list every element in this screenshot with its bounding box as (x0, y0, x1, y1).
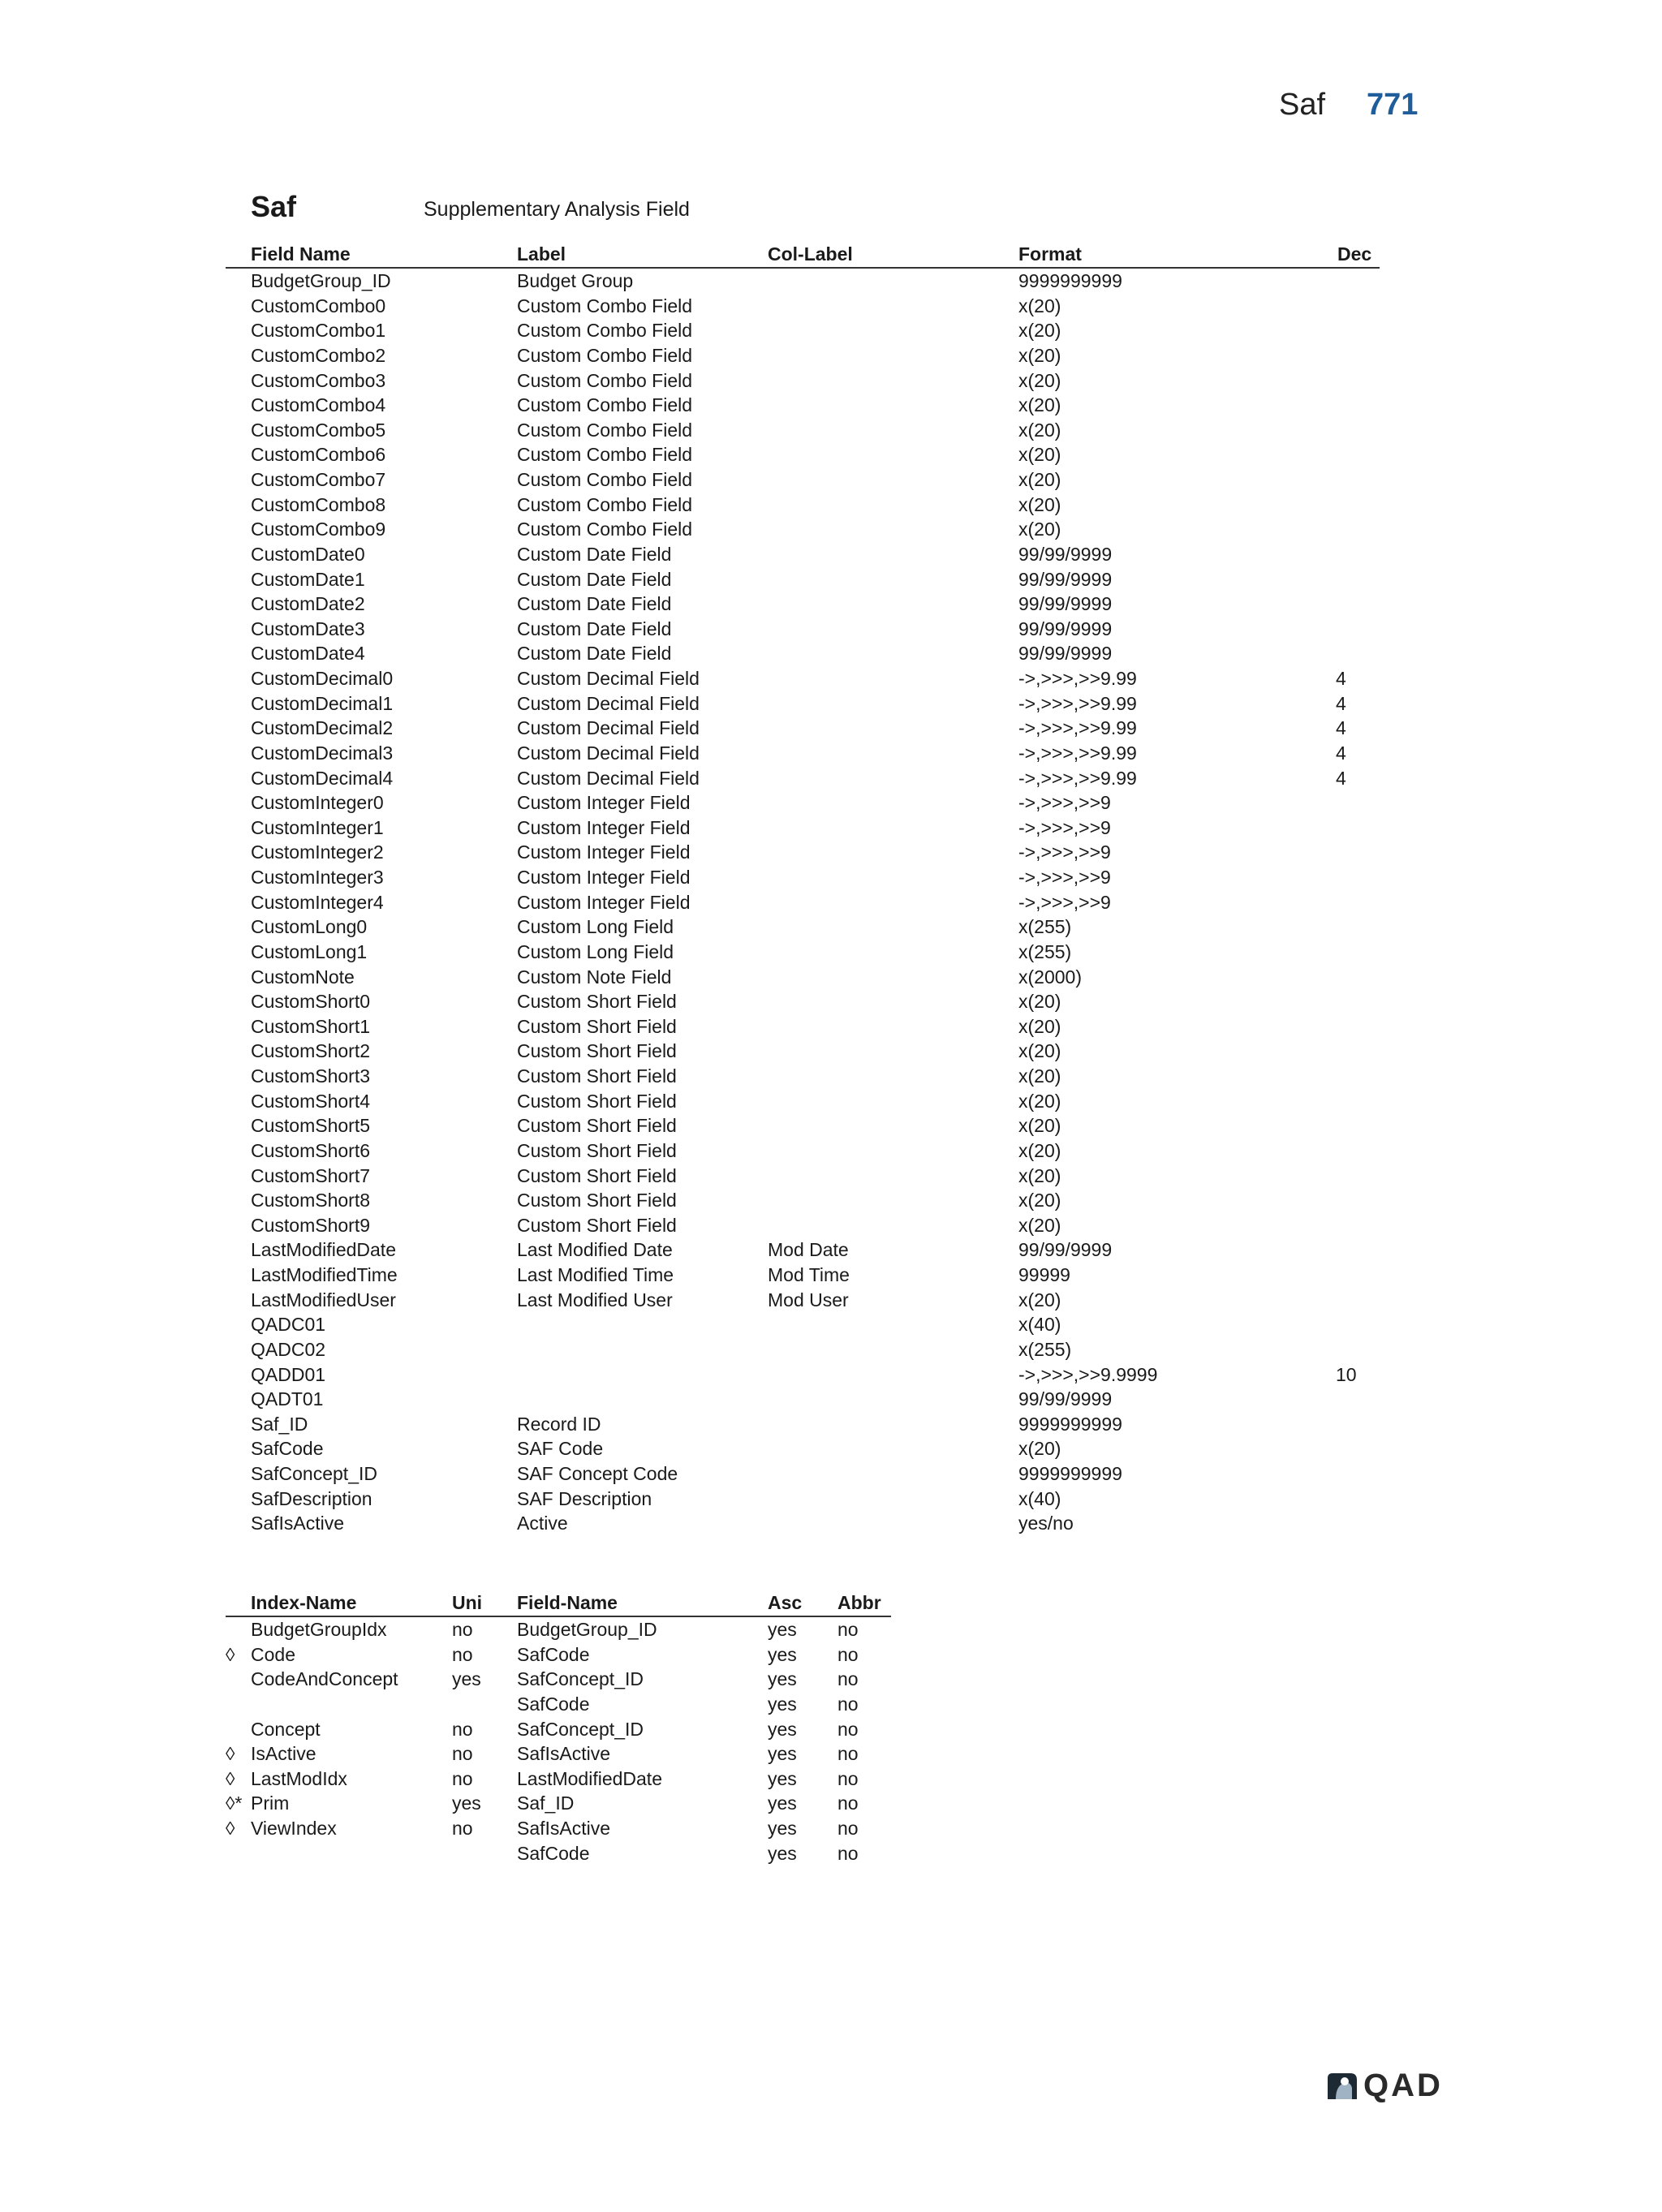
format-cell: 9999999999 (1018, 1413, 1122, 1435)
format-cell: 99999 (1018, 1264, 1070, 1285)
index-marker: ◊ (226, 1743, 235, 1765)
table-row (226, 1412, 1380, 1437)
field-name-cell: QADD01 (251, 1363, 326, 1385)
table-row (226, 343, 1380, 368)
fields-table (226, 242, 1380, 1536)
table-row (226, 1312, 1380, 1337)
table-row (226, 1113, 1380, 1138)
table-row (226, 1791, 891, 1816)
format-cell: x(20) (1018, 1190, 1061, 1211)
format-cell: x(2000) (1018, 966, 1082, 988)
field-name-cell: LastModifiedTime (251, 1264, 398, 1285)
field-name-cell: CustomShort2 (251, 1040, 371, 1062)
table-name: Saf (251, 190, 297, 223)
label-cell: Custom Combo Field (517, 493, 693, 515)
field-name-cell: CustomInteger1 (251, 816, 384, 838)
field-name-cell: CustomDate2 (251, 593, 365, 615)
table-row (226, 567, 1380, 592)
table-row (226, 1362, 1380, 1388)
index-marker: ◊ (226, 1767, 235, 1789)
field-name-cell: QADC02 (251, 1338, 326, 1360)
format-cell: x(20) (1018, 1065, 1061, 1087)
format-cell: ->,>>>,>>9 (1018, 792, 1111, 814)
format-cell: 99/99/9999 (1018, 643, 1113, 665)
format-cell: x(20) (1018, 991, 1061, 1013)
unique-cell: no (452, 1767, 473, 1789)
format-cell: ->,>>>,>>9.99 (1018, 717, 1137, 739)
index-name-cell: Prim (251, 1792, 290, 1814)
label-cell: Custom Decimal Field (517, 692, 700, 714)
column-header-dec: Dec (1337, 243, 1372, 265)
table-row (226, 1288, 1380, 1313)
format-cell: ->,>>>,>>9.99 (1018, 742, 1137, 764)
index-marker: ◊* (226, 1792, 243, 1814)
field-name-cell: SafConcept_ID (517, 1668, 644, 1690)
table-row (226, 418, 1380, 443)
field-name-cell: SafConcept_ID (251, 1463, 377, 1484)
field-name-cell: CustomCombo7 (251, 469, 386, 490)
column-header-asc: Asc (768, 1592, 803, 1613)
field-name-cell: SafConcept_ID (517, 1718, 644, 1740)
format-cell: 99/99/9999 (1018, 1239, 1113, 1261)
label-cell: Custom Short Field (517, 1139, 677, 1161)
format-cell: ->,>>>,>>9 (1018, 867, 1111, 888)
fields-table-body (226, 269, 1380, 1536)
ascending-cell: yes (768, 1718, 797, 1740)
format-cell: x(20) (1018, 493, 1061, 515)
table-row (226, 1089, 1380, 1114)
label-cell: Custom Date Field (517, 568, 672, 590)
label-cell: Active (517, 1513, 568, 1534)
field-name-cell: CustomLong1 (251, 940, 368, 962)
format-cell: x(20) (1018, 1090, 1061, 1112)
label-cell: Custom Date Field (517, 593, 672, 615)
table-row (226, 890, 1380, 915)
format-cell: x(20) (1018, 1015, 1061, 1037)
table-row (226, 1692, 891, 1717)
field-name-cell: CustomCombo5 (251, 419, 386, 441)
label-cell: Custom Short Field (517, 1214, 677, 1236)
label-cell: Budget Group (517, 270, 634, 291)
table-row (226, 517, 1380, 542)
field-name-cell: SafIsActive (517, 1818, 611, 1839)
column-header-col-label: Col-Label (768, 243, 853, 265)
format-cell: 99/99/9999 (1018, 1388, 1113, 1410)
field-name-cell: CustomDecimal3 (251, 742, 394, 764)
label-cell: Custom Short Field (517, 1164, 677, 1186)
field-name-cell: CustomInteger4 (251, 891, 384, 913)
index-marker: ◊ (226, 1643, 235, 1665)
table-row (226, 1461, 1380, 1487)
format-cell: x(20) (1018, 469, 1061, 490)
table-row (226, 294, 1380, 319)
dec-cell: 4 (1336, 767, 1346, 789)
format-cell: x(20) (1018, 320, 1061, 342)
format-cell: x(20) (1018, 419, 1061, 441)
field-name-cell: CustomShort9 (251, 1214, 371, 1236)
field-name-cell: SafCode (517, 1693, 590, 1715)
field-name-cell: CustomShort6 (251, 1139, 371, 1161)
field-name-cell: CustomDecimal4 (251, 767, 394, 789)
dec-cell: 10 (1336, 1363, 1357, 1385)
table-row (226, 741, 1380, 766)
table-description: Supplementary Analysis Field (424, 198, 690, 221)
field-name-cell: CustomLong0 (251, 916, 368, 938)
table-row (226, 1487, 1380, 1512)
field-name-cell: SafDescription (251, 1487, 372, 1509)
format-cell: x(20) (1018, 1214, 1061, 1236)
label-cell: Custom Integer Field (517, 867, 691, 888)
label-cell: Custom Short Field (517, 1115, 677, 1137)
table-row (226, 467, 1380, 493)
index-name-cell: Concept (251, 1718, 321, 1740)
table-row (226, 542, 1380, 567)
label-cell: SAF Concept Code (517, 1463, 678, 1484)
table-row (226, 1741, 891, 1767)
ascending-cell: yes (768, 1842, 797, 1864)
abbr-cell: no (837, 1818, 859, 1839)
col-label-cell: Mod Date (768, 1239, 849, 1261)
format-cell: yes/no (1018, 1513, 1074, 1534)
field-name-cell: LastModifiedDate (517, 1767, 662, 1789)
qad-logo (1326, 2068, 1443, 2104)
label-cell: Custom Decimal Field (517, 668, 700, 689)
format-cell: ->,>>>,>>9.99 (1018, 668, 1137, 689)
format-cell: 99/99/9999 (1018, 618, 1113, 639)
field-name-cell: CustomDate1 (251, 568, 365, 590)
table-row (226, 1164, 1380, 1189)
field-name-cell: CustomCombo4 (251, 394, 386, 416)
table-row (226, 716, 1380, 741)
abbr-cell: no (837, 1767, 859, 1789)
field-name-cell: LastModifiedUser (251, 1289, 396, 1310)
field-name-cell: CustomDate0 (251, 543, 365, 565)
abbr-cell: no (837, 1693, 859, 1715)
table-row (226, 840, 1380, 865)
ascending-cell: yes (768, 1619, 797, 1640)
label-cell: Custom Long Field (517, 916, 674, 938)
format-cell: ->,>>>,>>9.99 (1018, 692, 1137, 714)
table-row (226, 1213, 1380, 1238)
format-cell: x(20) (1018, 344, 1061, 366)
label-cell: Custom Short Field (517, 1090, 677, 1112)
format-cell: x(255) (1018, 916, 1072, 938)
ascending-cell: yes (768, 1818, 797, 1839)
label-cell: Custom Short Field (517, 1015, 677, 1037)
table-row (226, 1138, 1380, 1164)
unique-cell: no (452, 1743, 473, 1765)
format-cell: 9999999999 (1018, 270, 1122, 291)
field-name-cell: LastModifiedDate (251, 1239, 396, 1261)
table-row (226, 1039, 1380, 1064)
abbr-cell: no (837, 1792, 859, 1814)
column-header-label: Label (517, 243, 566, 265)
label-cell: Custom Combo Field (517, 320, 693, 342)
table-row (226, 691, 1380, 717)
table-row (226, 1841, 891, 1866)
label-cell: Custom Decimal Field (517, 767, 700, 789)
label-cell: Custom Combo Field (517, 444, 693, 466)
unique-cell: no (452, 1818, 473, 1839)
label-cell: Custom Short Field (517, 1065, 677, 1087)
label-cell: SAF Description (517, 1487, 652, 1509)
field-name-cell: CustomCombo9 (251, 519, 386, 540)
table-row (226, 1064, 1380, 1089)
index-table-header (226, 1590, 891, 1617)
abbr-cell: no (837, 1668, 859, 1690)
field-name-cell: CustomShort0 (251, 991, 371, 1013)
table-row (226, 1617, 891, 1642)
label-cell: Custom Combo Field (517, 519, 693, 540)
ascending-cell: yes (768, 1743, 797, 1765)
field-name-cell: CustomShort3 (251, 1065, 371, 1087)
field-name-cell: BudgetGroup_ID (517, 1619, 657, 1640)
unique-cell: no (452, 1643, 473, 1665)
field-name-cell: Saf_ID (251, 1413, 308, 1435)
dec-cell: 4 (1336, 717, 1346, 739)
label-cell: Custom Combo Field (517, 369, 693, 391)
format-cell: ->,>>>,>>9 (1018, 891, 1111, 913)
table-row (226, 641, 1380, 666)
field-name-cell: SafIsActive (517, 1743, 611, 1765)
ascending-cell: yes (768, 1643, 797, 1665)
table-row (226, 442, 1380, 467)
field-name-cell: QADT01 (251, 1388, 324, 1410)
index-marker: ◊ (226, 1818, 235, 1839)
table-row (226, 666, 1380, 691)
field-name-cell: CustomInteger2 (251, 841, 384, 863)
field-name-cell: Saf_ID (517, 1792, 575, 1814)
format-cell: x(255) (1018, 940, 1072, 962)
format-cell: x(20) (1018, 1438, 1061, 1460)
table-row (226, 1263, 1380, 1288)
table-row (226, 940, 1380, 965)
field-name-cell: CustomShort1 (251, 1015, 371, 1037)
page-number: 771 (1367, 88, 1419, 122)
field-name-cell: CustomCombo2 (251, 344, 386, 366)
field-name-cell: CustomDecimal0 (251, 668, 394, 689)
abbr-cell: no (837, 1643, 859, 1665)
field-name-cell: CustomShort4 (251, 1090, 371, 1112)
format-cell: 99/99/9999 (1018, 543, 1113, 565)
format-cell: 99/99/9999 (1018, 593, 1113, 615)
column-header-abbr: Abbr (837, 1592, 881, 1613)
table-row (226, 592, 1380, 617)
table-row (226, 790, 1380, 816)
unique-cell: no (452, 1619, 473, 1640)
field-name-cell: SafCode (251, 1438, 324, 1460)
format-cell: x(20) (1018, 295, 1061, 316)
table-row (226, 368, 1380, 394)
label-cell: Custom Note Field (517, 966, 672, 988)
label-cell: Last Modified User (517, 1289, 673, 1310)
format-cell: x(255) (1018, 1338, 1072, 1360)
format-cell: x(20) (1018, 1040, 1061, 1062)
qad-logo-icon (1326, 2072, 1358, 2101)
field-name-cell: CustomCombo6 (251, 444, 386, 466)
label-cell: Custom Combo Field (517, 394, 693, 416)
table-row (226, 989, 1380, 1014)
label-cell: SAF Code (517, 1438, 604, 1460)
index-name-cell: ViewIndex (251, 1818, 337, 1839)
col-label-cell: Mod Time (768, 1264, 850, 1285)
field-name-cell: CustomDate4 (251, 643, 365, 665)
field-name-cell: SafCode (517, 1842, 590, 1864)
label-cell: Custom Long Field (517, 940, 674, 962)
field-name-cell: CustomShort8 (251, 1190, 371, 1211)
field-name-cell: CustomInteger3 (251, 867, 384, 888)
field-name-cell: CustomInteger0 (251, 792, 384, 814)
field-name-cell: CustomCombo3 (251, 369, 386, 391)
unique-cell: yes (452, 1792, 481, 1814)
column-header-index-name: Index-Name (251, 1592, 357, 1613)
format-cell: x(20) (1018, 519, 1061, 540)
abbr-cell: no (837, 1842, 859, 1864)
table-row (226, 1237, 1380, 1263)
table-row (226, 1816, 891, 1841)
format-cell: x(20) (1018, 1289, 1061, 1310)
unique-cell: no (452, 1718, 473, 1740)
abbr-cell: no (837, 1718, 859, 1740)
column-header-field-name: Field-Name (517, 1592, 618, 1613)
table-row (226, 965, 1380, 990)
page-header-section: Saf (1279, 88, 1326, 122)
label-cell: Last Modified Date (517, 1239, 673, 1261)
field-name-cell: SafIsActive (251, 1513, 345, 1534)
label-cell: Custom Integer Field (517, 841, 691, 863)
format-cell: ->,>>>,>>9.9999 (1018, 1363, 1158, 1385)
table-row (226, 269, 1380, 294)
table-row (226, 1511, 1380, 1536)
table-row (226, 1642, 891, 1668)
format-cell: ->,>>>,>>9 (1018, 816, 1111, 838)
label-cell: Custom Combo Field (517, 344, 693, 366)
dec-cell: 4 (1336, 668, 1346, 689)
format-cell: ->,>>>,>>9 (1018, 841, 1111, 863)
label-cell: Custom Combo Field (517, 419, 693, 441)
field-name-cell: CustomNote (251, 966, 355, 988)
table-row (226, 1436, 1380, 1461)
table-row (226, 1014, 1380, 1039)
table-row (226, 1188, 1380, 1213)
field-name-cell: QADC01 (251, 1314, 326, 1336)
index-table (226, 1590, 891, 1866)
label-cell: Custom Decimal Field (517, 717, 700, 739)
logo-text: QAD (1363, 2068, 1443, 2103)
format-cell: 9999999999 (1018, 1463, 1122, 1484)
field-name-cell: CustomShort5 (251, 1115, 371, 1137)
index-table-body (226, 1617, 891, 1866)
table-row (226, 865, 1380, 890)
field-name-cell: CustomShort7 (251, 1164, 371, 1186)
table-row (226, 1667, 891, 1692)
field-name-cell: CustomCombo1 (251, 320, 386, 342)
fields-table-header (226, 242, 1380, 269)
column-header-format: Format (1018, 243, 1082, 265)
format-cell: x(40) (1018, 1487, 1061, 1509)
table-row (226, 1387, 1380, 1412)
format-cell: x(20) (1018, 1115, 1061, 1137)
field-name-cell: CustomCombo0 (251, 295, 386, 316)
field-name-cell: CustomDate3 (251, 618, 365, 639)
abbr-cell: no (837, 1743, 859, 1765)
format-cell: 99/99/9999 (1018, 568, 1113, 590)
table-row (226, 318, 1380, 343)
label-cell: Custom Short Field (517, 1040, 677, 1062)
table-row (226, 766, 1380, 791)
table-row (226, 816, 1380, 841)
format-cell: x(20) (1018, 1164, 1061, 1186)
col-label-cell: Mod User (768, 1289, 849, 1310)
table-row (226, 914, 1380, 940)
index-name-cell: Code (251, 1643, 295, 1665)
table-row (226, 393, 1380, 418)
column-header-uni: Uni (452, 1592, 483, 1613)
index-name-cell: LastModIdx (251, 1767, 347, 1789)
table-row (226, 617, 1380, 642)
label-cell: Custom Decimal Field (517, 742, 700, 764)
table-row (226, 493, 1380, 518)
label-cell: Last Modified Time (517, 1264, 674, 1285)
field-name-cell: BudgetGroup_ID (251, 270, 391, 291)
abbr-cell: no (837, 1619, 859, 1640)
ascending-cell: yes (768, 1668, 797, 1690)
field-name-cell: CustomCombo8 (251, 493, 386, 515)
dec-cell: 4 (1336, 742, 1346, 764)
label-cell: Custom Short Field (517, 991, 677, 1013)
ascending-cell: yes (768, 1792, 797, 1814)
index-name-cell: BudgetGroupIdx (251, 1619, 387, 1640)
dec-cell: 4 (1336, 692, 1346, 714)
field-name-cell: CustomDecimal2 (251, 717, 394, 739)
label-cell: Custom Combo Field (517, 295, 693, 316)
format-cell: x(20) (1018, 444, 1061, 466)
index-name-cell: CodeAndConcept (251, 1668, 398, 1690)
column-header-field-name: Field Name (251, 243, 351, 265)
index-name-cell: IsActive (251, 1743, 316, 1765)
unique-cell: yes (452, 1668, 481, 1690)
label-cell: Custom Integer Field (517, 891, 691, 913)
table-row (226, 1337, 1380, 1362)
label-cell: Custom Date Field (517, 643, 672, 665)
label-cell: Record ID (517, 1413, 601, 1435)
ascending-cell: yes (768, 1693, 797, 1715)
table-row (226, 1767, 891, 1792)
label-cell: Custom Date Field (517, 543, 672, 565)
label-cell: Custom Combo Field (517, 469, 693, 490)
format-cell: x(20) (1018, 1139, 1061, 1161)
label-cell: Custom Integer Field (517, 792, 691, 814)
format-cell: x(20) (1018, 369, 1061, 391)
table-row (226, 1717, 891, 1742)
label-cell: Custom Short Field (517, 1190, 677, 1211)
label-cell: Custom Date Field (517, 618, 672, 639)
label-cell: Custom Integer Field (517, 816, 691, 838)
ascending-cell: yes (768, 1767, 797, 1789)
format-cell: x(40) (1018, 1314, 1061, 1336)
format-cell: x(20) (1018, 394, 1061, 416)
field-name-cell: CustomDecimal1 (251, 692, 394, 714)
field-name-cell: SafCode (517, 1643, 590, 1665)
format-cell: ->,>>>,>>9.99 (1018, 767, 1137, 789)
